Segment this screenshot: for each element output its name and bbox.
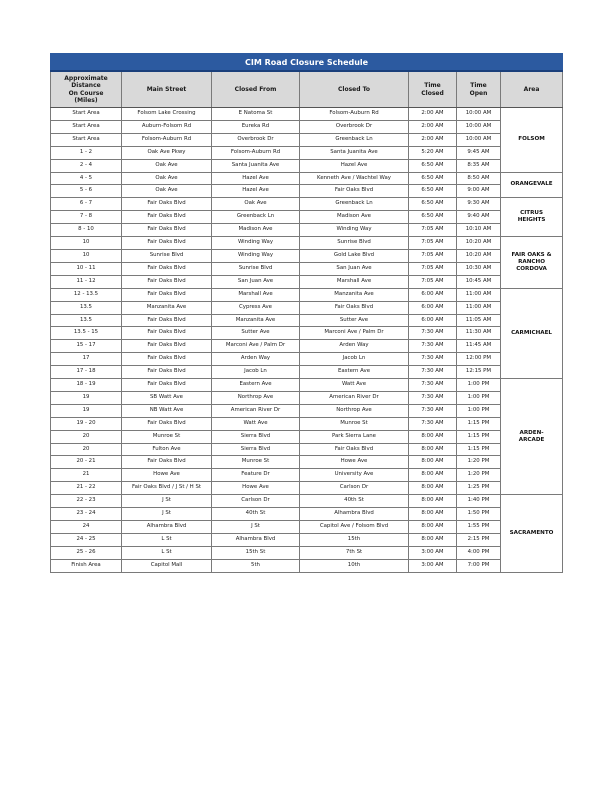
distance-cell: 15 - 17 [51,340,122,353]
table-row [51,224,563,237]
distance-cell: 20 - 21 [51,456,122,469]
closed-from-cell: 5th [212,559,300,572]
time-open-cell: 10:45 AM [457,275,501,288]
distance-cell: 7 - 8 [51,211,122,224]
schedule-body [51,108,563,573]
area-label-line: FAIR OAKS & [511,251,552,258]
distance-cell: 18 - 19 [51,379,122,392]
distance-cell: 13.5 - 15 [51,327,122,340]
distance-cell: Start Area [51,108,122,121]
main-street-cell: Fair Oaks Blvd [122,262,212,275]
closed-to-cell: Carlson Dr [300,482,409,495]
time-open-cell: 4:00 PM [457,546,501,559]
time-open-cell: 8:50 AM [457,172,501,185]
table-row [51,262,563,275]
area-cell [501,108,563,173]
main-street-cell: Manzanita Ave [122,301,212,314]
closed-to-cell: Northrop Ave [300,404,409,417]
closed-to-cell: Howe Ave [300,456,409,469]
distance-cell: 2 - 4 [51,159,122,172]
area-label-line: ORANGEVALE [510,181,553,188]
time-closed-cell: 7:30 AM [409,404,457,417]
table-row [51,198,563,211]
distance-cell: 22 - 23 [51,495,122,508]
main-street-cell: Fair Oaks Blvd [122,353,212,366]
time-open-cell: 9:40 AM [457,211,501,224]
distance-cell: Start Area [51,120,122,133]
time-open-cell: 1:15 PM [457,417,501,430]
table-row [51,159,563,172]
time-open-cell: 1:40 PM [457,495,501,508]
main-street-cell: Fair Oaks Blvd [122,340,212,353]
closed-to-cell: Folsom-Auburn Rd [300,108,409,121]
distance-cell: 20 [51,443,122,456]
table-row [51,211,563,224]
distance-cell: 12 - 13.5 [51,288,122,301]
table-row [51,559,563,572]
closed-from-cell: Cypress Ave [212,301,300,314]
col-header-distance-line: Distance [71,82,101,89]
closed-to-cell: 40th St [300,495,409,508]
table-row [51,508,563,521]
time-closed-cell: 8:00 AM [409,533,457,546]
closed-to-cell: Overbrook Dr [300,120,409,133]
distance-cell: 11 - 12 [51,275,122,288]
table-row [51,482,563,495]
time-open-cell: 1:20 PM [457,469,501,482]
area-cell [501,237,563,289]
main-street-cell: Oak Ave Pkwy [122,146,212,159]
area-label-line: RANCHO [518,258,545,265]
schedule-table [50,53,563,573]
main-street-cell: Sunrise Blvd [122,249,212,262]
main-street-cell: J St [122,495,212,508]
time-closed-cell: 7:30 AM [409,366,457,379]
time-closed-cell: 6:00 AM [409,301,457,314]
main-street-cell: Fair Oaks Blvd [122,288,212,301]
time-open-cell: 10:00 AM [457,108,501,121]
closed-to-cell: Winding Way [300,224,409,237]
area-label-line: SACRAMENTO [509,529,554,536]
time-closed-cell: 7:05 AM [409,224,457,237]
closed-from-cell: E Natoma St [212,108,300,121]
closed-from-cell: Marconi Ave / Palm Dr [212,340,300,353]
distance-cell: 24 [51,521,122,534]
main-street-cell: Fair Oaks Blvd [122,456,212,469]
closed-from-cell: Madison Ave [212,224,300,237]
distance-cell: 24 - 25 [51,533,122,546]
area-cell [501,495,563,572]
time-open-cell: 10:10 AM [457,224,501,237]
main-street-cell: Fair Oaks Blvd [122,224,212,237]
main-street-cell: Fair Oaks Blvd [122,417,212,430]
distance-cell: 5 - 6 [51,185,122,198]
table-row [51,533,563,546]
closed-from-cell: Jacob Ln [212,366,300,379]
closed-to-cell: Capitol Ave / Folsom Blvd [300,521,409,534]
col-header-distance-line: Approximate [64,74,108,82]
main-street-cell: Fair Oaks Blvd / J St / H St [122,482,212,495]
closed-to-cell: Greenback Ln [300,133,409,146]
main-street-cell: Fair Oaks Blvd [122,366,212,379]
distance-cell: 1 - 2 [51,146,122,159]
table-row [51,120,563,133]
main-street-cell: SB Watt Ave [122,391,212,404]
closed-from-cell: Watt Ave [212,417,300,430]
time-closed-cell: 7:30 AM [409,327,457,340]
col-header-closed-to: Closed To [300,71,409,108]
area-label-line: FOLSOM [518,136,545,143]
time-open-cell: 10:20 AM [457,237,501,250]
distance-cell: Finish Area [51,559,122,572]
time-closed-cell: 8:00 AM [409,482,457,495]
main-street-cell: Munroe St [122,430,212,443]
area-cell [501,172,563,198]
time-open-cell: 10:00 AM [457,120,501,133]
table-row [51,327,563,340]
time-open-cell: 11:45 AM [457,340,501,353]
closed-to-cell: Eastern Ave [300,366,409,379]
time-open-cell: 10:00 AM [457,133,501,146]
closed-from-cell: Marshall Ave [212,288,300,301]
table-row [51,417,563,430]
time-open-cell: 1:50 PM [457,508,501,521]
time-closed-cell: 3:00 AM [409,546,457,559]
distance-cell: 17 [51,353,122,366]
col-header-closed-from: Closed From [212,71,300,108]
main-street-cell: Alhambra Blvd [122,521,212,534]
col-header-distance-line: (Miles) [74,97,98,104]
distance-cell: 21 - 22 [51,482,122,495]
table-row [51,288,563,301]
closed-to-cell: Gold Lake Blvd [300,249,409,262]
time-open-cell: 1:00 PM [457,379,501,392]
time-closed-cell: 7:30 AM [409,417,457,430]
closed-from-cell: Alhambra Blvd [212,533,300,546]
time-open-cell: 10:30 AM [457,262,501,275]
closed-from-cell: Winding Way [212,237,300,250]
closed-to-cell: Alhambra Blvd [300,508,409,521]
closed-to-cell: Santa Juanita Ave [300,146,409,159]
time-closed-cell: 8:00 AM [409,469,457,482]
time-closed-cell: 7:05 AM [409,249,457,262]
closed-to-cell: Madison Ave [300,211,409,224]
table-row [51,443,563,456]
distance-cell: 21 [51,469,122,482]
table-row [51,108,563,121]
table-row [51,185,563,198]
closed-from-cell: San Juan Ave [212,275,300,288]
time-open-cell: 11:05 AM [457,314,501,327]
table-row [51,404,563,417]
closed-to-cell: 15th [300,533,409,546]
col-header-time-open [457,71,501,108]
distance-cell: 25 - 26 [51,546,122,559]
col-header-distance-line: On Course [68,89,104,97]
time-open-cell: 9:45 AM [457,146,501,159]
time-open-cell: 1:25 PM [457,482,501,495]
distance-cell: 19 - 20 [51,417,122,430]
time-open-cell: 1:00 PM [457,404,501,417]
distance-cell: Start Area [51,133,122,146]
distance-cell: 6 - 7 [51,198,122,211]
table-row [51,249,563,262]
main-street-cell: Oak Ave [122,185,212,198]
closed-from-cell: Greenback Ln [212,211,300,224]
distance-cell: 10 [51,237,122,250]
closed-from-cell: Munroe St [212,456,300,469]
time-closed-cell: 6:00 AM [409,314,457,327]
main-street-cell: NB Watt Ave [122,404,212,417]
closed-from-cell: Northrop Ave [212,391,300,404]
closed-from-cell: Eastern Ave [212,379,300,392]
time-closed-cell: 6:50 AM [409,198,457,211]
table-row [51,146,563,159]
closed-from-cell: Folsom-Auburn Rd [212,146,300,159]
time-open-cell: 12:15 PM [457,366,501,379]
col-header-area: Area [501,71,563,108]
time-closed-cell: 7:30 AM [409,340,457,353]
table-row [51,340,563,353]
main-street-cell: Auburn-Folsom Rd [122,120,212,133]
closed-to-cell: Fair Oaks Blvd [300,301,409,314]
col-header-main-street: Main Street [122,71,212,108]
closed-to-cell: American River Dr [300,391,409,404]
closed-from-cell: Carlson Dr [212,495,300,508]
col-header-time-closed [409,71,457,108]
distance-cell: 10 [51,249,122,262]
time-closed-cell: 2:00 AM [409,133,457,146]
closed-to-cell: 7th St [300,546,409,559]
area-label-line: CORDOVA [516,265,547,272]
col-header-time-open-line: Time [470,82,487,89]
area-label-line: ARCADE [518,436,545,443]
time-closed-cell: 6:00 AM [409,288,457,301]
main-street-cell: Oak Ave [122,172,212,185]
closed-to-cell: Munroe St [300,417,409,430]
closed-from-cell: Arden Way [212,353,300,366]
table-row [51,133,563,146]
time-open-cell: 1:15 PM [457,430,501,443]
time-open-cell: 1:55 PM [457,521,501,534]
closed-to-cell: Sutter Ave [300,314,409,327]
time-open-cell: 1:20 PM [457,456,501,469]
time-open-cell: 1:00 PM [457,391,501,404]
time-closed-cell: 6:50 AM [409,159,457,172]
time-open-cell: 11:00 AM [457,301,501,314]
time-closed-cell: 8:00 AM [409,521,457,534]
closed-from-cell: Sutter Ave [212,327,300,340]
closed-to-cell: Kenneth Ave / Wachtel Way [300,172,409,185]
main-street-cell: Folsom-Auburn Rd [122,133,212,146]
area-label-line: CITRUS [520,210,543,217]
main-street-cell: Fair Oaks Blvd [122,237,212,250]
time-closed-cell: 7:05 AM [409,237,457,250]
distance-cell: 20 [51,430,122,443]
time-closed-cell: 7:30 AM [409,379,457,392]
closed-from-cell: Hazel Ave [212,185,300,198]
col-header-time-closed-line: Closed [421,89,444,97]
table-row [51,456,563,469]
closed-to-cell: Marconi Ave / Palm Dr [300,327,409,340]
time-closed-cell: 8:00 AM [409,508,457,521]
time-closed-cell: 5:20 AM [409,146,457,159]
distance-cell: 19 [51,391,122,404]
closed-to-cell: Marshall Ave [300,275,409,288]
table-row [51,495,563,508]
table-row [51,430,563,443]
closed-from-cell: American River Dr [212,404,300,417]
main-street-cell: Fair Oaks Blvd [122,211,212,224]
main-street-cell: L St [122,533,212,546]
table-title: CIM Road Closure Schedule [51,54,563,72]
area-cell [501,379,563,495]
closed-from-cell: Sierra Blvd [212,430,300,443]
time-open-cell: 2:15 PM [457,533,501,546]
table-row [51,301,563,314]
closed-from-cell: Feature Dr [212,469,300,482]
table-row [51,379,563,392]
closed-to-cell: San Juan Ave [300,262,409,275]
closed-to-cell: Fair Oaks Blvd [300,443,409,456]
table-row [51,172,563,185]
time-closed-cell: 8:00 AM [409,456,457,469]
col-header-time-open-line: Open [469,89,488,97]
time-open-cell: 12:00 PM [457,353,501,366]
closed-from-cell: 40th St [212,508,300,521]
closed-to-cell: University Ave [300,469,409,482]
area-label-line: HEIGHTS [517,217,546,224]
closed-to-cell: Park Sierra Lane [300,430,409,443]
area-cell [501,198,563,237]
closed-to-cell: Arden Way [300,340,409,353]
distance-cell: 13.5 [51,301,122,314]
distance-cell: 17 - 18 [51,366,122,379]
distance-cell: 8 - 10 [51,224,122,237]
closed-to-cell: Fair Oaks Blvd [300,185,409,198]
main-street-cell: Fair Oaks Blvd [122,275,212,288]
time-closed-cell: 7:30 AM [409,353,457,366]
closed-from-cell: Eureka Rd [212,120,300,133]
distance-cell: 13.5 [51,314,122,327]
closed-to-cell: 10th [300,559,409,572]
closed-from-cell: Hazel Ave [212,172,300,185]
closed-from-cell: Santa Juanita Ave [212,159,300,172]
closed-to-cell: Greenback Ln [300,198,409,211]
area-label-line: ARDEN- [519,429,544,436]
time-closed-cell: 7:05 AM [409,275,457,288]
time-open-cell: 9:30 AM [457,198,501,211]
area-cell [501,288,563,378]
closed-from-cell: Sierra Blvd [212,443,300,456]
time-closed-cell: 2:00 AM [409,108,457,121]
closed-from-cell: 15th St [212,546,300,559]
closed-from-cell: Oak Ave [212,198,300,211]
main-street-cell: Folsom Lake Crossing [122,108,212,121]
time-open-cell: 8:35 AM [457,159,501,172]
main-street-cell: J St [122,508,212,521]
distance-cell: 10 - 11 [51,262,122,275]
main-street-cell: Howe Ave [122,469,212,482]
table-row [51,314,563,327]
main-street-cell: Fair Oaks Blvd [122,198,212,211]
main-street-cell: Oak Ave [122,159,212,172]
table-row [51,521,563,534]
table-row [51,353,563,366]
time-open-cell: 7:00 PM [457,559,501,572]
table-row [51,366,563,379]
closed-to-cell: Jacob Ln [300,353,409,366]
closed-from-cell: J St [212,521,300,534]
time-closed-cell: 6:50 AM [409,185,457,198]
time-closed-cell: 6:50 AM [409,211,457,224]
time-open-cell: 10:20 AM [457,249,501,262]
main-street-cell: L St [122,546,212,559]
time-open-cell: 11:30 AM [457,327,501,340]
closed-from-cell: Winding Way [212,249,300,262]
time-closed-cell: 6:50 AM [409,172,457,185]
area-label-line: CARMICHAEL [511,329,552,336]
main-street-cell: Fair Oaks Blvd [122,379,212,392]
distance-cell: 19 [51,404,122,417]
table-row [51,275,563,288]
time-open-cell: 9:00 AM [457,185,501,198]
table-row [51,546,563,559]
main-street-cell: Fair Oaks Blvd [122,327,212,340]
table-row [51,391,563,404]
main-street-cell: Capitol Mall [122,559,212,572]
closed-to-cell: Watt Ave [300,379,409,392]
closed-from-cell: Overbrook Dr [212,133,300,146]
main-street-cell: Fair Oaks Blvd [122,314,212,327]
time-closed-cell: 8:00 AM [409,430,457,443]
table-row [51,469,563,482]
time-closed-cell: 8:00 AM [409,495,457,508]
main-street-cell: Fulton Ave [122,443,212,456]
road-closure-schedule [50,53,562,573]
closed-to-cell: Sunrise Blvd [300,237,409,250]
closed-from-cell: Manzanita Ave [212,314,300,327]
col-header-distance [51,71,122,108]
time-closed-cell: 3:00 AM [409,559,457,572]
closed-from-cell: Howe Ave [212,482,300,495]
distance-cell: 4 - 5 [51,172,122,185]
closed-to-cell: Manzanita Ave [300,288,409,301]
col-header-time-closed-line: Time [424,82,441,89]
time-closed-cell: 7:30 AM [409,391,457,404]
time-closed-cell: 2:00 AM [409,120,457,133]
table-row [51,237,563,250]
closed-from-cell: Sunrise Blvd [212,262,300,275]
distance-cell: 23 - 24 [51,508,122,521]
time-open-cell: 1:15 PM [457,443,501,456]
closed-to-cell: Hazel Ave [300,159,409,172]
time-closed-cell: 8:00 AM [409,443,457,456]
time-closed-cell: 7:05 AM [409,262,457,275]
time-open-cell: 11:00 AM [457,288,501,301]
